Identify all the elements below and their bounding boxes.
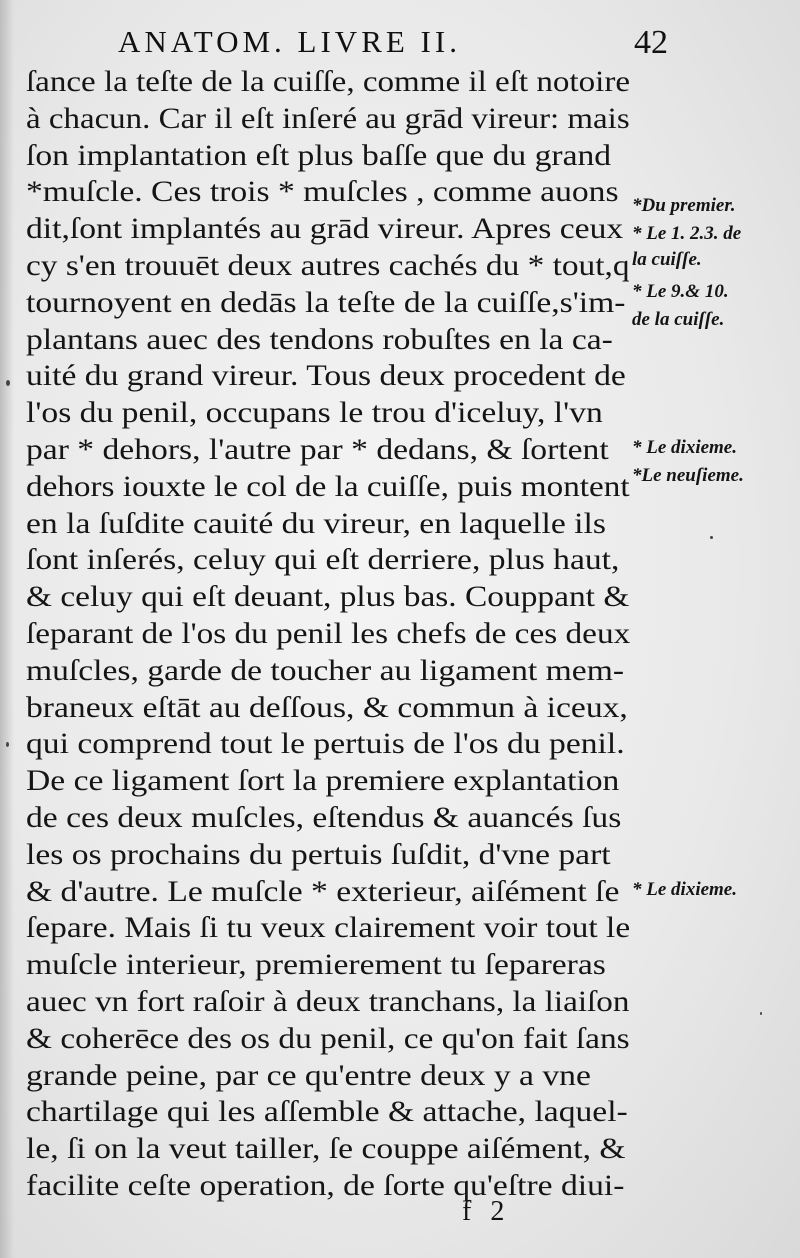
text-line: ſepare. Mais ſi tu veux clairement voir tout le <box>26 911 631 945</box>
text-line: grande peine, par ce qu'entre deux y a vne <box>26 1058 591 1092</box>
ink-speck <box>6 380 10 386</box>
text-line: à chacun. Car il eſt inſeré au grād vireur: mais <box>26 101 630 135</box>
text-line: l'os du penil, occupans le trou d'iceluy, l'vn <box>26 396 603 430</box>
margin-note: la cuiſſe. <box>632 249 702 270</box>
text-line: le, ſi on la veut tailler, ſe couppe aiſément, & <box>26 1132 626 1166</box>
text-line: & celuy qui eſt deuant, plus bas. Couppant & <box>26 580 630 614</box>
text-line: en la ſuſdite cauité du vireur, en laquelle ils <box>26 506 606 540</box>
text-line: de ces deux muſcles, eſtendus & auancés ſus <box>26 800 622 834</box>
text-line: plantans auec des tendons robuſtes en la ca- <box>26 322 613 356</box>
text-line: *muſcle. Ces trois * muſcles , comme auons <box>26 175 619 209</box>
signature-mark: f 2 <box>462 1196 505 1227</box>
text-line: braneux eſtāt au deſſous, & commun à iceux, <box>26 690 628 724</box>
running-title: ANATOM. LIVRE II. <box>118 24 461 59</box>
margin-note: de la cuiſſe. <box>632 309 725 330</box>
ink-speck <box>760 1012 762 1015</box>
text-line: De ce ligament ſort la premiere explantation <box>26 764 620 798</box>
text-line: par * dehors, l'autre par * dedans, & ſortent <box>26 432 609 466</box>
text-line: les os prochains du pertuis ſuſdit, d'vne part <box>26 837 611 871</box>
margin-note: *Le neuſieme. <box>632 465 744 486</box>
margin-note: * Le 1. 2.3. de <box>632 223 742 244</box>
text-line: & coherēce des os du penil, ce qu'on fait ſans <box>26 1021 630 1055</box>
page-number: 42 <box>634 24 668 61</box>
margin-note: * Le 9.& 10. <box>632 281 729 302</box>
page-gutter-shadow <box>0 0 14 1258</box>
text-line: chartilage qui les aſſemble & attache, laquel- <box>26 1095 628 1129</box>
margin-note: * Le dixieme. <box>632 437 737 458</box>
ink-speck <box>6 742 9 747</box>
text-line: muſcle interieur, premierement tu ſepareras <box>26 948 606 982</box>
text-line: ſon implantation eſt plus baſſe que du grand <box>26 138 612 172</box>
body-text <box>26 64 636 1205</box>
text-line: facilite ceſte operation, de ſorte qu'eſtre diui- <box>26 1168 625 1202</box>
text-line: tournoyent en dedās la teſte de la cuiſſe,s'im- <box>26 285 626 319</box>
text-line: ſeparant de l'os du penil les chefs de ces deux <box>26 616 631 650</box>
ink-speck <box>710 536 713 539</box>
margin-note: *Du premier. <box>632 195 736 216</box>
text-line: uité du grand vireur. Tous deux procedent de <box>26 359 626 393</box>
text-line: cy s'en trouuēt deux autres cachés du * tout,q <box>26 248 630 282</box>
text-line: qui comprend tout le pertuis de l'os du penil. <box>26 727 625 761</box>
text-line: auec vn fort raſoir à deux tranchans, la liaiſon <box>26 984 630 1018</box>
text-line: ſont inſerés, celuy qui eſt derriere, plus haut, <box>26 543 620 577</box>
text-line: & d'autre. Le muſcle * exterieur, aiſément ſe <box>26 874 620 908</box>
text-line: muſcles, garde de toucher au ligament mem- <box>26 653 625 687</box>
margin-note: * Le dixieme. <box>632 879 737 900</box>
text-line: dit,ſont implantés au grād vireur. Apres ceux <box>26 212 624 246</box>
text-line: ſance la teſte de la cuiſſe, comme il eſt notoire <box>26 65 631 98</box>
text-line: dehors iouxte le col de la cuiſſe, puis montent <box>26 469 630 503</box>
